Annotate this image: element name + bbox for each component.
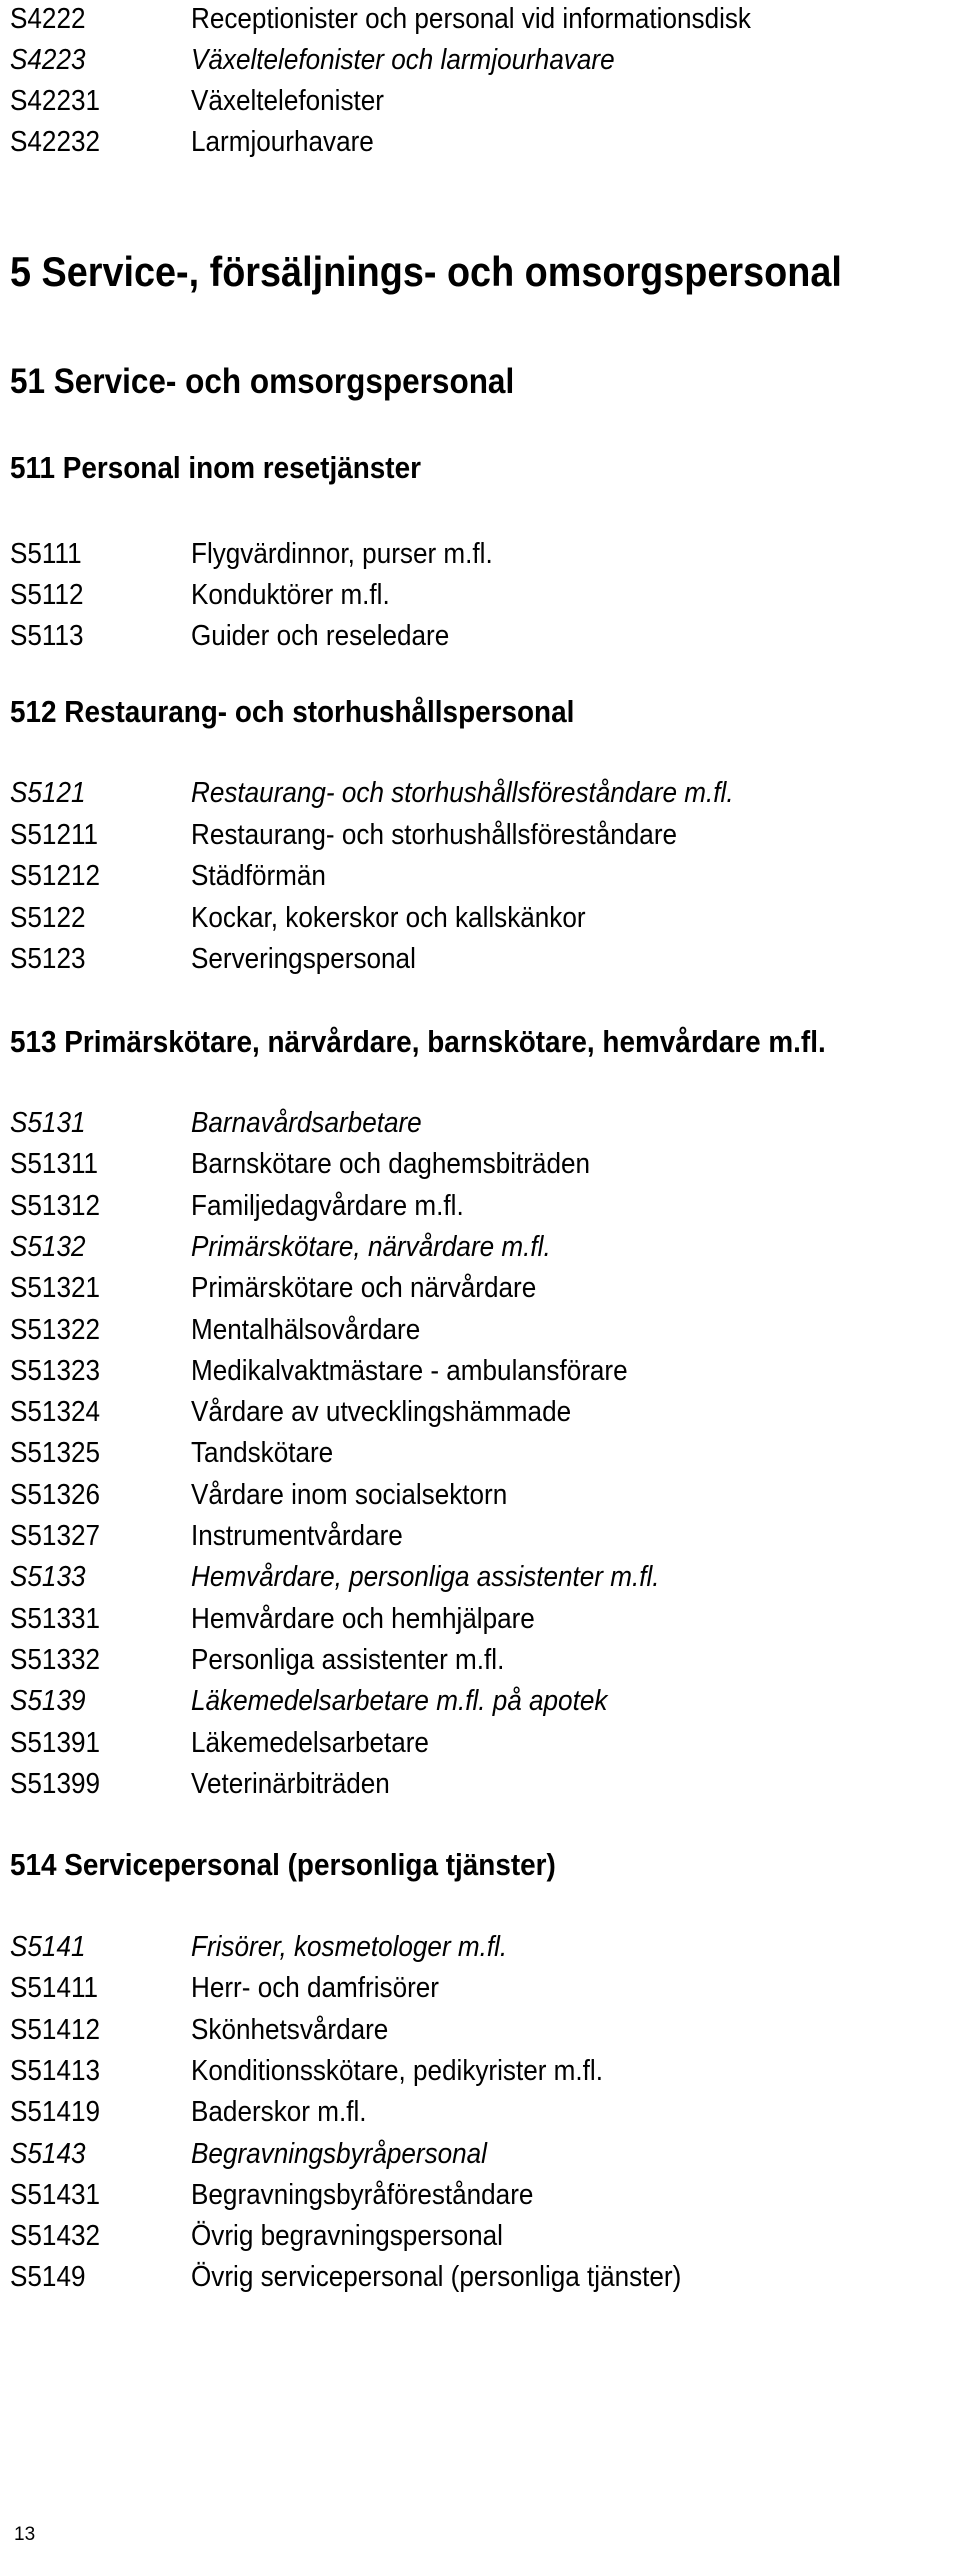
occupation-title: Larmjourhavare — [191, 126, 374, 158]
occupation-title: Kockar, kokerskor och kallskänkor — [191, 901, 586, 934]
occupation-title: Receptionister och personal vid informationsdisk — [191, 3, 751, 35]
occupation-code: S51323 — [10, 1354, 100, 1387]
occupation-title: Frisörer, kosmetologer m.fl. — [191, 1931, 508, 1963]
occupation-code: S51331 — [10, 1602, 100, 1635]
page-number: 13 — [14, 2524, 36, 2545]
occupation-code: S5112 — [10, 579, 84, 611]
occupation-code: S51321 — [10, 1272, 100, 1305]
occupation-title: Skönhetsvårdare — [191, 2013, 389, 2046]
occupation-code: S5123 — [10, 943, 86, 975]
heading-minor-group-514: 514 Servicepersonal (personliga tjänster) — [10, 1847, 556, 1882]
occupation-title: Läkemedelsarbetare m.fl. på apotek — [191, 1685, 608, 1718]
occupation-code: S51322 — [10, 1313, 100, 1346]
occupation-code: S42232 — [10, 126, 100, 158]
occupation-title: Läkemedelsarbetare — [191, 1726, 429, 1759]
occupation-code: S5122 — [10, 901, 86, 934]
occupation-code: S4222 — [10, 3, 86, 35]
occupation-title: Medikalvaktmästare - ambulansförare — [191, 1354, 628, 1387]
heading-minor-group-512: 512 Restaurang- och storhushållspersonal — [10, 694, 575, 729]
occupation-code: S51212 — [10, 860, 100, 892]
heading-sub-major-group-51: 51 Service- och omsorgspersonal — [10, 362, 515, 401]
occupation-title: Personliga assistenter m.fl. — [191, 1643, 505, 1676]
occupation-code: S51413 — [10, 2054, 100, 2087]
occupation-code: S51312 — [10, 1189, 100, 1222]
occupation-code: S4223 — [10, 44, 86, 76]
occupation-code: S5133 — [10, 1561, 86, 1594]
occupation-code: S51326 — [10, 1478, 100, 1511]
occupation-code: S51412 — [10, 2013, 100, 2046]
occupation-code: S51311 — [10, 1148, 99, 1181]
occupation-title: Konduktörer m.fl. — [191, 579, 390, 611]
occupation-title: Tandskötare — [191, 1437, 334, 1470]
occupation-code: S51325 — [10, 1437, 100, 1470]
occupation-code: S51327 — [10, 1520, 100, 1552]
occupation-code: S5139 — [10, 1685, 86, 1718]
occupation-code: S51432 — [10, 2220, 100, 2253]
occupation-title: Primärskötare, närvårdare m.fl. — [191, 1230, 551, 1263]
occupation-title: Begravningsbyråföreståndare — [191, 2178, 534, 2211]
occupation-title: Herr- och damfrisörer — [191, 1972, 440, 2005]
occupation-code: S51411 — [10, 1972, 99, 2005]
occupation-title: Vårdare inom socialsektorn — [191, 1478, 508, 1511]
occupation-title: Växeltelefonister — [191, 85, 384, 117]
occupation-code: S5121 — [10, 777, 86, 809]
occupation-code: S51391 — [10, 1726, 100, 1759]
occupation-title: Serveringspersonal — [191, 943, 416, 975]
occupation-title: Baderskor m.fl. — [191, 2096, 367, 2129]
occupation-code: S51211 — [10, 818, 99, 851]
occupation-title: Växeltelefonister och larmjourhavare — [191, 44, 615, 76]
occupation-code: S5132 — [10, 1230, 86, 1263]
occupation-title: Restaurang- och storhushållsföreståndare — [191, 818, 678, 851]
occupation-title: Mentalhälsovårdare — [191, 1313, 421, 1346]
heading-minor-group-513: 513 Primärskötare, närvårdare, barnskötare, hemvårdare m.fl. — [10, 1024, 826, 1059]
occupation-code: S51324 — [10, 1396, 100, 1429]
occupation-title: Övrig servicepersonal (personliga tjänster) — [191, 2261, 682, 2294]
occupation-title: Restaurang- och storhushållsföreståndare m.fl. — [191, 777, 734, 809]
occupation-code: S42231 — [10, 85, 100, 117]
occupation-title: Familjedagvårdare m.fl. — [191, 1189, 464, 1222]
occupation-title: Övrig begravningspersonal — [191, 2220, 503, 2253]
occupation-title: Barnskötare och daghemsbiträden — [191, 1148, 590, 1181]
occupation-code: S51332 — [10, 1643, 100, 1676]
occupation-title: Hemvårdare, personliga assistenter m.fl. — [191, 1561, 660, 1594]
occupation-code: S5111 — [10, 538, 82, 570]
occupation-code: S5113 — [10, 620, 84, 652]
occupation-title: Vårdare av utvecklingshämmade — [191, 1396, 572, 1429]
occupation-code: S51431 — [10, 2178, 100, 2211]
occupation-code: S5131 — [10, 1107, 86, 1139]
occupation-code: S5141 — [10, 1931, 86, 1963]
occupation-title: Primärskötare och närvårdare — [191, 1272, 537, 1305]
occupation-code: S51419 — [10, 2096, 100, 2129]
occupation-title: Städförmän — [191, 860, 326, 892]
occupation-code: S5149 — [10, 2261, 86, 2294]
occupation-title: Begravningsbyråpersonal — [191, 2137, 487, 2170]
occupation-title: Instrumentvårdare — [191, 1520, 403, 1552]
heading-major-group-5: 5 Service-, försäljnings- och omsorgspersonal — [10, 248, 842, 295]
occupation-code: S5143 — [10, 2137, 86, 2170]
occupation-title: Barnavårdsarbetare — [191, 1107, 422, 1139]
occupation-title: Hemvårdare och hemhjälpare — [191, 1602, 535, 1635]
occupation-title: Veterinärbiträden — [191, 1767, 390, 1800]
heading-minor-group-511: 511 Personal inom resetjänster — [10, 450, 421, 485]
occupation-title: Guider och reseledare — [191, 620, 450, 652]
occupation-code: S51399 — [10, 1767, 100, 1800]
occupation-title: Konditionsskötare, pedikyrister m.fl. — [191, 2054, 603, 2087]
occupation-title: Flygvärdinnor, purser m.fl. — [191, 538, 493, 570]
